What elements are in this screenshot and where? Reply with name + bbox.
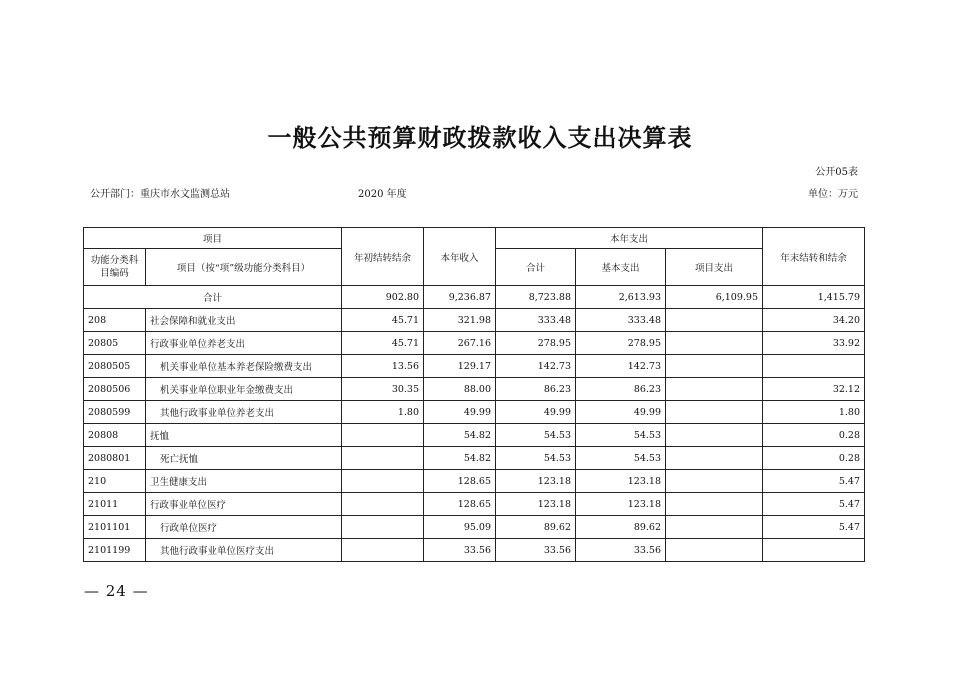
- row-code: 21011: [84, 493, 146, 516]
- row-name: 机关事业单位职业年金缴费支出: [146, 378, 342, 401]
- row-income: 321.98: [424, 309, 496, 332]
- table-row: [84, 470, 865, 493]
- row-closing: 34.20: [763, 309, 865, 332]
- header-code: 功能分类科目编码: [84, 249, 146, 286]
- total-label: 合计: [84, 286, 342, 309]
- header-exp-basic: 基本支出: [576, 249, 666, 286]
- row-exp-total: 33.56: [496, 539, 576, 562]
- row-exp-project: [666, 539, 763, 562]
- row-exp-project: [666, 447, 763, 470]
- row-code: 2080801: [84, 447, 146, 470]
- row-exp-basic: 86.23: [576, 378, 666, 401]
- row-closing: 32.12: [763, 378, 865, 401]
- row-code: 2101101: [84, 516, 146, 539]
- row-name: 社会保障和就业支出: [146, 309, 342, 332]
- fiscal-year: 2020 年度: [358, 189, 407, 200]
- row-income: 33.56: [424, 539, 496, 562]
- row-opening: [342, 470, 424, 493]
- row-code: 210: [84, 470, 146, 493]
- row-code: 2101199: [84, 539, 146, 562]
- table-code: 公开05表: [815, 167, 858, 178]
- row-exp-total: 54.53: [496, 447, 576, 470]
- row-exp-project: [666, 355, 763, 378]
- row-name: 抚恤: [146, 424, 342, 447]
- row-exp-project: [666, 424, 763, 447]
- row-exp-total: 142.73: [496, 355, 576, 378]
- budget-table: [83, 227, 865, 562]
- row-income: 267.16: [424, 332, 496, 355]
- row-closing: [763, 539, 865, 562]
- row-name: 死亡抚恤: [146, 447, 342, 470]
- unit-label: 单位：万元: [808, 189, 858, 200]
- department-label: 公开部门：重庆市水文监测总站: [90, 189, 230, 200]
- row-exp-basic: 142.73: [576, 355, 666, 378]
- row-exp-basic: 333.48: [576, 309, 666, 332]
- row-exp-total: 333.48: [496, 309, 576, 332]
- row-code: 2080599: [84, 401, 146, 424]
- row-closing: 5.47: [763, 516, 865, 539]
- total-exp-basic: 2,613.93: [576, 286, 666, 309]
- row-name: 机关事业单位基本养老保险缴费支出: [146, 355, 342, 378]
- row-exp-basic: 123.18: [576, 470, 666, 493]
- row-closing: 1.80: [763, 401, 865, 424]
- row-exp-project: [666, 378, 763, 401]
- row-name: 卫生健康支出: [146, 470, 342, 493]
- row-exp-basic: 278.95: [576, 332, 666, 355]
- header-exp-project: 项目支出: [666, 249, 763, 286]
- row-exp-project: [666, 401, 763, 424]
- row-closing: 5.47: [763, 493, 865, 516]
- total-opening: 902.80: [342, 286, 424, 309]
- row-exp-project: [666, 516, 763, 539]
- row-code: 20805: [84, 332, 146, 355]
- row-income: 128.65: [424, 493, 496, 516]
- page-title: 一般公共预算财政拨款收入支出决算表: [267, 124, 693, 152]
- row-exp-basic: 54.53: [576, 447, 666, 470]
- total-closing: 1,415.79: [763, 286, 865, 309]
- row-exp-total: 86.23: [496, 378, 576, 401]
- row-exp-total: 123.18: [496, 470, 576, 493]
- header-name: 项目（按“项”级功能分类科目）: [146, 249, 342, 286]
- row-exp-basic: 49.99: [576, 401, 666, 424]
- row-opening: 45.71: [342, 332, 424, 355]
- row-income: 88.00: [424, 378, 496, 401]
- row-income: 128.65: [424, 470, 496, 493]
- header-project: 项目: [84, 228, 342, 249]
- row-name: 其他行政事业单位医疗支出: [146, 539, 342, 562]
- table-row: [84, 424, 865, 447]
- row-exp-total: 123.18: [496, 493, 576, 516]
- table-row: [84, 493, 865, 516]
- row-income: 95.09: [424, 516, 496, 539]
- row-income: 54.82: [424, 424, 496, 447]
- header-closing-balance: 年末结转和结余: [763, 228, 865, 286]
- row-exp-basic: 33.56: [576, 539, 666, 562]
- row-closing: 5.47: [763, 470, 865, 493]
- table-row: [84, 516, 865, 539]
- row-closing: 0.28: [763, 447, 865, 470]
- row-closing: 0.28: [763, 424, 865, 447]
- row-name: 行政事业单位医疗: [146, 493, 342, 516]
- page-number: — 24 —: [84, 582, 149, 600]
- row-opening: [342, 493, 424, 516]
- total-row: [84, 286, 865, 309]
- total-exp-total: 8,723.88: [496, 286, 576, 309]
- row-opening: [342, 424, 424, 447]
- header-income: 本年收入: [424, 228, 496, 286]
- table-row: [84, 447, 865, 470]
- row-exp-basic: 89.62: [576, 516, 666, 539]
- row-opening: 30.35: [342, 378, 424, 401]
- row-code: 20808: [84, 424, 146, 447]
- header-exp-total: 合计: [496, 249, 576, 286]
- table-row: [84, 355, 865, 378]
- row-name: 行政事业单位养老支出: [146, 332, 342, 355]
- row-exp-project: [666, 332, 763, 355]
- row-exp-project: [666, 309, 763, 332]
- row-code: 2080505: [84, 355, 146, 378]
- row-opening: [342, 447, 424, 470]
- total-exp-project: 6,109.95: [666, 286, 763, 309]
- row-code: 208: [84, 309, 146, 332]
- row-income: 49.99: [424, 401, 496, 424]
- row-exp-basic: 123.18: [576, 493, 666, 516]
- row-exp-project: [666, 470, 763, 493]
- row-closing: [763, 355, 865, 378]
- row-opening: [342, 539, 424, 562]
- header-opening-balance: 年初结转结余: [342, 228, 424, 286]
- row-opening: 45.71: [342, 309, 424, 332]
- row-income: 54.82: [424, 447, 496, 470]
- row-code: 2080506: [84, 378, 146, 401]
- row-exp-basic: 54.53: [576, 424, 666, 447]
- table-row: [84, 539, 865, 562]
- row-name: 其他行政事业单位养老支出: [146, 401, 342, 424]
- row-exp-project: [666, 493, 763, 516]
- row-opening: 13.56: [342, 355, 424, 378]
- row-opening: 1.80: [342, 401, 424, 424]
- total-income: 9,236.87: [424, 286, 496, 309]
- row-exp-total: 54.53: [496, 424, 576, 447]
- row-exp-total: 278.95: [496, 332, 576, 355]
- row-exp-total: 49.99: [496, 401, 576, 424]
- row-closing: 33.92: [763, 332, 865, 355]
- table-row: [84, 309, 865, 332]
- table-row: [84, 378, 865, 401]
- table-row: [84, 401, 865, 424]
- row-opening: [342, 516, 424, 539]
- row-name: 行政单位医疗: [146, 516, 342, 539]
- row-income: 129.17: [424, 355, 496, 378]
- header-expenditure: 本年支出: [496, 228, 763, 249]
- row-exp-total: 89.62: [496, 516, 576, 539]
- table-row: [84, 332, 865, 355]
